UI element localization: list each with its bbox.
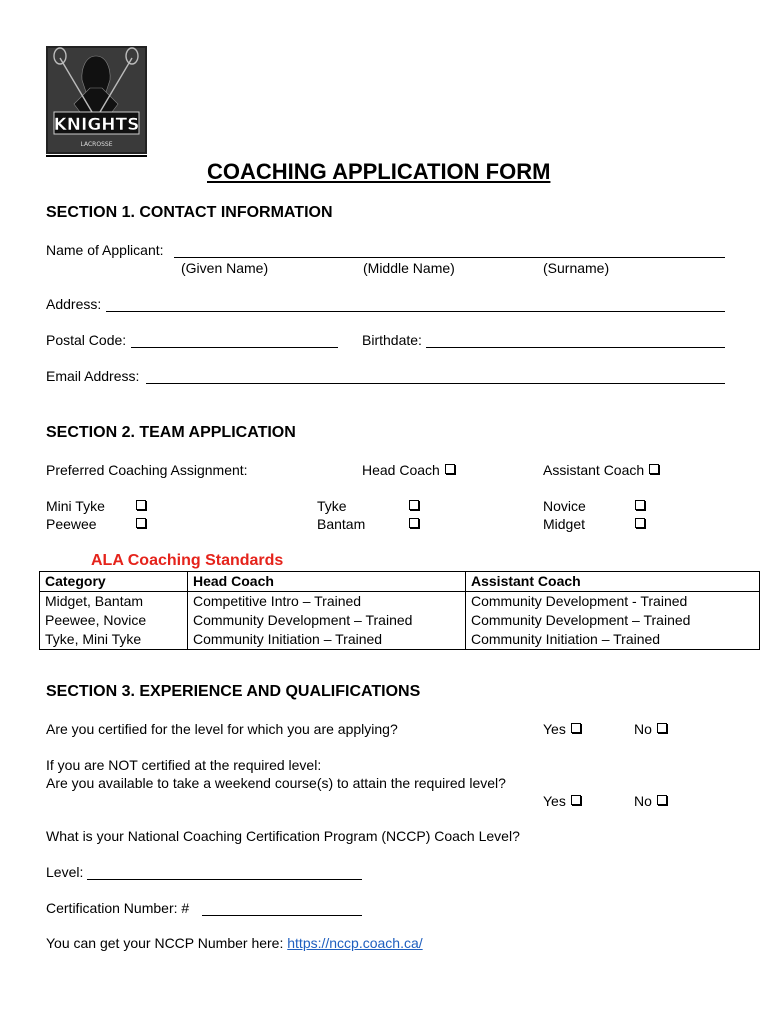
assistant-coach-label: Assistant Coach [543,462,645,478]
table-row [40,630,760,650]
table-cell: Community Initiation – Trained [188,630,466,650]
level-field[interactable] [87,879,362,880]
table-header-row [40,572,760,592]
knights-lacrosse-logo [46,46,147,158]
division-midget-label: Midget [543,516,586,532]
standards-title: ALA Coaching Standards [91,552,284,569]
nccp-link[interactable]: https://nccp.coach.ca/ [287,935,423,951]
surname-caption: (Surname) [543,260,610,276]
table-cell: Community Initiation – Trained [466,630,760,650]
division-tyke-label: Tyke [317,498,347,514]
logo-subtext: LACROSSE [80,141,113,148]
given-name-caption: (Given Name) [181,260,269,276]
level-label: Level: [46,864,84,880]
no-label: No [634,793,652,809]
section-3-heading: SECTION 3. EXPERIENCE AND QUALIFICATIONS [46,683,421,700]
division-bantam-checkbox[interactable] [409,518,419,528]
certified-yes-checkbox[interactable] [571,723,581,733]
weekend-course-question: Are you available to take a weekend course(s) to attain the required level? [46,775,506,791]
yes-label: Yes [543,721,566,737]
certified-question: Are you certified for the level for which you are applying? [46,721,398,737]
division-bantam-label: Bantam [317,516,366,532]
header-head-coach: Head Coach [188,572,466,592]
nccp-level-question: What is your National Coaching Certification Program (NCCP) Coach Level? [46,828,520,844]
nccp-info-text: You can get your NCCP Number here: [46,935,288,951]
certified-yes-option[interactable] [543,722,581,736]
division-peewee-checkbox[interactable] [136,518,146,528]
certified-no-checkbox[interactable] [657,723,667,733]
table-cell: Midget, Bantam [40,592,188,612]
section-1-heading: SECTION 1. CONTACT INFORMATION [46,204,333,221]
division-novice-checkbox[interactable] [635,500,645,510]
preferred-assignment-label: Preferred Coaching Assignment: [46,462,248,478]
not-certified-text: If you are NOT certified at the required level: [46,757,322,773]
postal-code-field[interactable] [131,347,338,348]
course-yes-option[interactable] [543,794,581,808]
table-cell: Community Development – Trained [466,611,760,630]
header-assistant-coach: Assistant Coach [466,572,760,592]
division-mini-tyke-label: Mini Tyke [46,498,105,514]
address-label: Address: [46,296,102,312]
table-row [40,611,760,630]
header-category: Category [40,572,188,592]
name-field[interactable] [174,257,725,258]
logo-text: KNIGHTS [53,115,140,135]
table-cell: Community Development – Trained [188,611,466,630]
no-label: No [634,721,652,737]
table-cell: Tyke, Mini Tyke [40,630,188,650]
section-2-heading: SECTION 2. TEAM APPLICATION [46,424,296,441]
postal-code-label: Postal Code: [46,332,127,348]
division-tyke-checkbox[interactable] [409,500,419,510]
certification-number-field[interactable] [202,915,362,916]
name-label: Name of Applicant: [46,242,164,258]
assistant-coach-option[interactable] [543,463,659,477]
birthdate-field[interactable] [426,347,725,348]
yes-label: Yes [543,793,566,809]
division-novice-label: Novice [543,498,586,514]
nccp-info-line [46,936,423,950]
birthdate-label: Birthdate: [362,332,422,348]
address-field[interactable] [106,311,725,312]
head-coach-checkbox[interactable] [445,464,455,474]
certified-no-option[interactable] [634,722,667,736]
table-cell: Community Development - Trained [466,592,760,612]
course-no-option[interactable] [634,794,667,808]
division-peewee-label: Peewee [46,516,97,532]
course-yes-checkbox[interactable] [571,795,581,805]
assistant-coach-checkbox[interactable] [649,464,659,474]
table-row [40,592,760,612]
division-mini-tyke-checkbox[interactable] [136,500,146,510]
table-cell: Competitive Intro – Trained [188,592,466,612]
table-cell: Peewee, Novice [40,611,188,630]
certification-number-label: Certification Number: # [46,900,190,916]
course-no-checkbox[interactable] [657,795,667,805]
head-coach-option[interactable] [362,463,455,477]
page-title: COACHING APPLICATION FORM [207,159,551,184]
coaching-standards-table [39,571,760,650]
division-midget-checkbox[interactable] [635,518,645,528]
head-coach-label: Head Coach [362,462,440,478]
email-field[interactable] [146,383,725,384]
middle-name-caption: (Middle Name) [363,260,455,276]
email-label: Email Address: [46,368,140,384]
